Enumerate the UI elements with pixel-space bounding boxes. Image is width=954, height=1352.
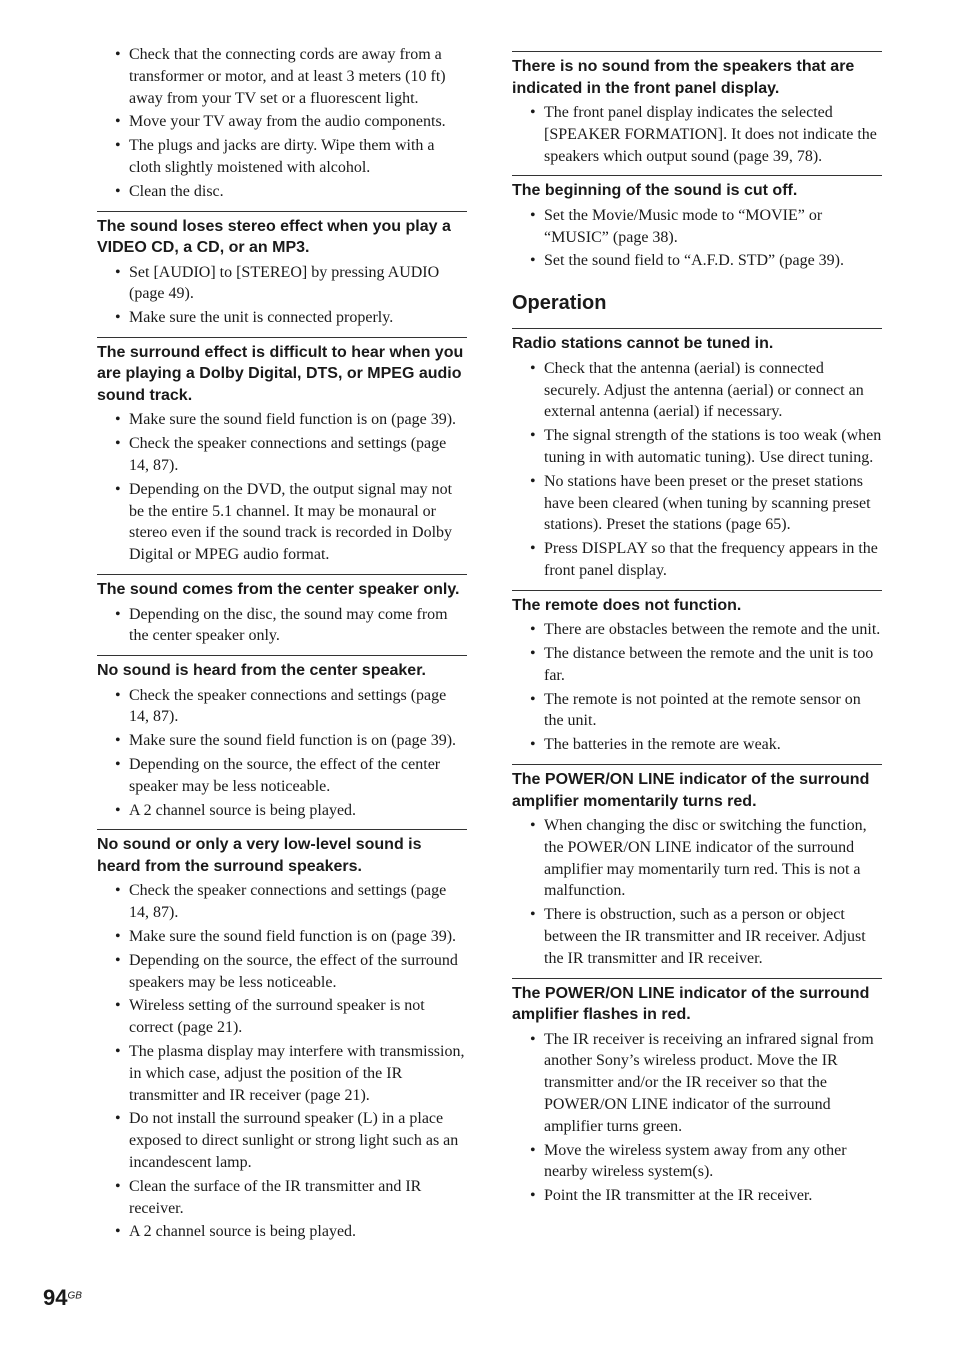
- list-item: • The remote is not pointed at the remote sensor on the unit.: [512, 689, 882, 733]
- section-list: [512, 1029, 882, 1207]
- page-number: [43, 1285, 82, 1311]
- list-item: • Make sure the sound field function is on (page 39).: [97, 730, 467, 752]
- list-item: • The plasma display may interfere with transmission, in which case, adjust the position of the IR transmitter and IR receiver (page 21).: [97, 1041, 467, 1106]
- list-item: • Check the speaker connections and settings (page 14, 87).: [97, 433, 467, 477]
- list-item: • Clean the disc.: [97, 181, 467, 203]
- list-item: • The front panel display indicates the selected [SPEAKER FORMATION]. It does not indicate the speakers which output sound (page 39, 78).: [512, 102, 882, 167]
- section-list: [512, 205, 882, 272]
- list-item: • The batteries in the remote are weak.: [512, 734, 882, 756]
- list-item: • Make sure the sound field function is on (page 39).: [97, 409, 467, 431]
- section-heading: The sound comes from the center speaker only.: [97, 581, 460, 599]
- section-indicator-red: [512, 764, 882, 970]
- list-item: • There is obstruction, such as a person or object between the IR transmitter and IR receiver. Adjust the IR transmitter and IR receiver.: [512, 904, 882, 969]
- section-heading: The POWER/ON LINE indicator of the surround amplifier momentarily turns red.: [512, 771, 870, 810]
- page-number-suffix: GB: [67, 1290, 82, 1302]
- list-item: • Depending on the source, the effect of the surround speakers may be less noticeable.: [97, 950, 467, 994]
- list-item: • Depending on the disc, the sound may come from the center speaker only.: [97, 604, 467, 648]
- section-list: [97, 604, 467, 648]
- list-item: • Press DISPLAY so that the frequency appears in the front panel display.: [512, 538, 882, 582]
- section-heading: The beginning of the sound is cut off.: [512, 182, 798, 200]
- list-item: • Depending on the source, the effect of the center speaker may be less noticeable.: [97, 754, 467, 798]
- section-heading: Radio stations cannot be tuned in.: [512, 335, 774, 353]
- list-item: • A 2 channel source is being played.: [97, 1221, 467, 1243]
- section-stereo-effect: [97, 211, 467, 329]
- section-list: [97, 262, 467, 329]
- list-item: • The plugs and jacks are dirty. Wipe them with a cloth slightly moistened with alcohol.: [97, 135, 467, 179]
- section-heading: The POWER/ON LINE indicator of the surround amplifier flashes in red.: [512, 984, 870, 1024]
- section-list: [97, 880, 467, 1243]
- section-list: [97, 409, 467, 566]
- list-item: • Check the speaker connections and settings (page 14, 87).: [97, 685, 467, 729]
- list-item: • When changing the disc or switching the function, the POWER/ON LINE indicator of the surround amplifier may momentarily turn red. This is not a malfunction.: [512, 815, 882, 902]
- list-item: • Depending on the DVD, the output signal may not be the entire 5.1 channel. It may be monaural or stereo even if the sound track is recorded in Dolby Digital or MPEG audio format.: [97, 479, 467, 566]
- list-item: • Do not install the surround speaker (L) in a place exposed to direct sunlight or strong light such as an incandescent lamp.: [97, 1108, 467, 1173]
- section-remote: [512, 590, 882, 756]
- list-item: • No stations have been preset or the preset stations have been cleared (when tuning by scanning preset stations). Preset the stations (page 65).: [512, 471, 882, 536]
- section-no-center-sound: [97, 655, 467, 821]
- list-item: • Set the Movie/Music mode to “MOVIE” or “MUSIC” (page 38).: [512, 205, 882, 249]
- section-heading: No sound or only a very low-level sound is heard from the surround speakers.: [97, 836, 422, 875]
- section-sound-cut-off: [512, 175, 882, 272]
- list-item: • Check that the connecting cords are away from a transformer or motor, and at least 3 meters (10 ft) away from your TV set or a fluorescent light.: [97, 44, 467, 109]
- list-item: • There are obstacles between the remote and the unit.: [512, 619, 882, 641]
- intro-list: [97, 44, 467, 203]
- list-item: • Make sure the sound field function is on (page 39).: [97, 926, 467, 948]
- section-list: [512, 102, 882, 167]
- list-item: • Check the speaker connections and settings (page 14, 87).: [97, 880, 467, 924]
- section-speaker-display: [512, 51, 882, 167]
- section-heading: The surround effect is difficult to hear when you are playing a Dolby Digital, DTS, or MPEG audio sound track.: [97, 343, 464, 404]
- right-column: [512, 44, 882, 1209]
- major-heading-operation: Operation: [512, 292, 607, 315]
- section-radio-tuning: [512, 328, 882, 581]
- list-item: • Clean the surface of the IR transmitter and IR receiver.: [97, 1176, 467, 1220]
- section-no-surround-sound: [97, 829, 467, 1243]
- left-column: [97, 44, 467, 1245]
- list-item: • Move your TV away from the audio components.: [97, 111, 467, 133]
- list-item: • A 2 channel source is being played.: [97, 800, 467, 822]
- section-center-only: [97, 574, 467, 647]
- page-number-value: 94: [43, 1285, 68, 1310]
- section-surround-effect: [97, 337, 467, 566]
- section-indicator-flashes: [512, 978, 882, 1207]
- list-item: • Set [AUDIO] to [STEREO] by pressing AUDIO (page 49).: [97, 262, 467, 306]
- section-heading: The remote does not function.: [512, 596, 742, 614]
- section-heading: The sound loses stereo effect when you play a VIDEO CD, a CD, or an MP3.: [97, 217, 451, 257]
- list-item: • Check that the antenna (aerial) is connected securely. Adjust the antenna (aerial) or connect an external antenna (aerial) if necessary.: [512, 358, 882, 423]
- list-item: • The IR receiver is receiving an infrared signal from another Sony’s wireless product. Move the IR transmitter and/or the IR receiver so that the POWER/ON LINE indicator of the surround amplifier turns green.: [512, 1029, 882, 1138]
- list-item: • Point the IR transmitter at the IR receiver.: [512, 1185, 882, 1207]
- section-list: [512, 358, 882, 582]
- section-list: [97, 685, 467, 822]
- list-item: • Move the wireless system away from any other nearby wireless system(s).: [512, 1140, 882, 1184]
- section-heading: There is no sound from the speakers that are indicated in the front panel display.: [512, 58, 855, 97]
- list-item: • Make sure the unit is connected properly.: [97, 307, 467, 329]
- list-item: • The distance between the remote and the unit is too far.: [512, 643, 882, 687]
- list-item: • Wireless setting of the surround speaker is not correct (page 21).: [97, 995, 467, 1039]
- section-heading: No sound is heard from the center speaker.: [97, 662, 426, 680]
- list-item: • The signal strength of the stations is too weak (when tuning in with automatic tuning). Use direct tuning.: [512, 425, 882, 469]
- list-item: • Set the sound field to “A.F.D. STD” (page 39).: [512, 250, 882, 272]
- section-list: [512, 619, 882, 756]
- section-list: [512, 815, 882, 970]
